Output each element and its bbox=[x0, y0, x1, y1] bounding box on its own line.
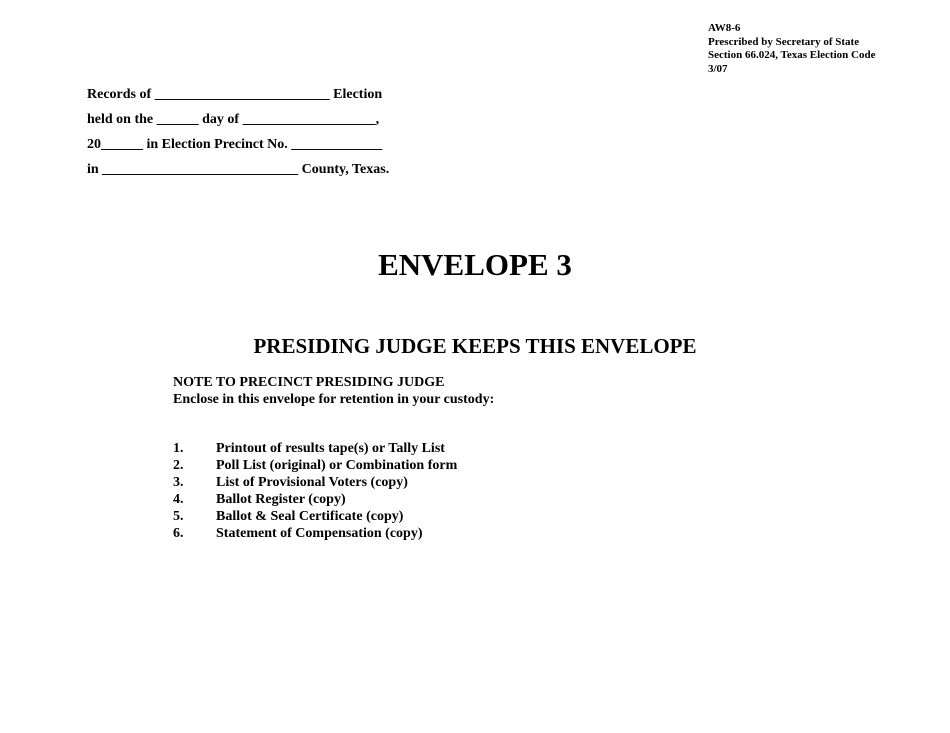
note-instruction: Enclose in this envelope for retention in your custody: bbox=[173, 392, 495, 407]
list-item-text: Statement of Compensation (copy) bbox=[216, 526, 423, 541]
list-item bbox=[173, 491, 457, 508]
list-item-number: 3. bbox=[173, 475, 184, 490]
records-line-county: in ____________________________ County, Texas. bbox=[87, 162, 390, 177]
list-item-number: 2. bbox=[173, 458, 184, 473]
list-item bbox=[173, 457, 457, 474]
list-item bbox=[173, 474, 457, 491]
records-line-election: Records of _________________________ Election bbox=[87, 87, 383, 102]
note-block bbox=[173, 374, 494, 408]
list-item-number: 6. bbox=[173, 526, 184, 541]
list-item-number: 4. bbox=[173, 492, 184, 507]
list-item bbox=[173, 508, 457, 525]
list-item bbox=[173, 525, 457, 542]
note-heading: NOTE TO PRECINCT PRESIDING JUDGE bbox=[173, 375, 445, 390]
envelope-subtitle: PRESIDING JUDGE KEEPS THIS ENVELOPE bbox=[253, 334, 697, 358]
list-item-number: 5. bbox=[173, 509, 184, 524]
list-item-text: Ballot & Seal Certificate (copy) bbox=[216, 509, 404, 524]
form-meta bbox=[708, 22, 875, 76]
records-line-date: held on the ______ day of ___________________, bbox=[87, 112, 380, 127]
prescribed-by: Prescribed by Secretary of State bbox=[708, 35, 860, 48]
list-item-text: Poll List (original) or Combination form bbox=[216, 458, 458, 473]
records-line-precinct: 20______ in Election Precinct No. _____________ bbox=[87, 137, 383, 152]
enclosure-list bbox=[173, 440, 457, 542]
list-item bbox=[173, 440, 457, 457]
list-item-text: Printout of results tape(s) or Tally List bbox=[216, 441, 445, 456]
code-section: Section 66.024, Texas Election Code bbox=[708, 49, 876, 61]
form-date: 3/07 bbox=[708, 62, 728, 75]
list-item-text: List of Provisional Voters (copy) bbox=[216, 475, 408, 490]
records-block bbox=[87, 86, 389, 186]
envelope-title: ENVELOPE 3 bbox=[378, 247, 572, 282]
list-item-text: Ballot Register (copy) bbox=[216, 492, 346, 507]
form-id: AW8-6 bbox=[708, 22, 741, 34]
list-item-number: 1. bbox=[173, 441, 184, 456]
